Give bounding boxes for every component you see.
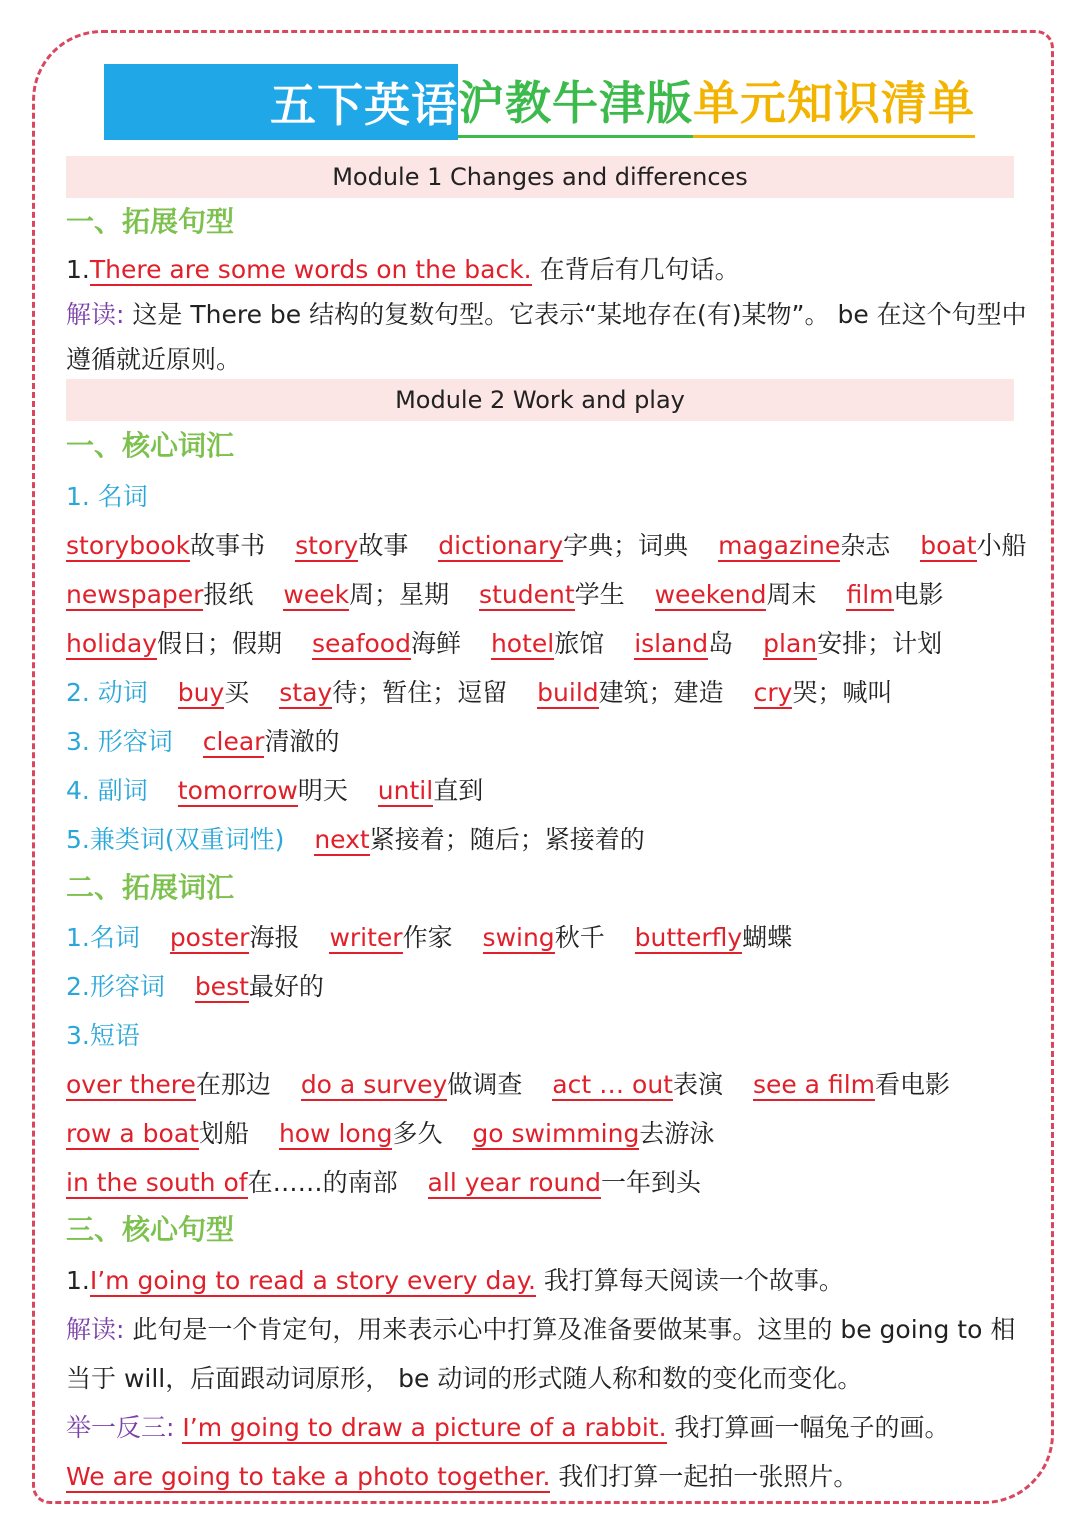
phrase: do a survey (300, 1070, 448, 1099)
vocab-word: newspaper (66, 580, 204, 609)
phrase: act … out (552, 1070, 673, 1099)
vocab-meaning: 杂志 (840, 531, 891, 560)
vocab-meaning: 紧接着；随后；紧接着的 (369, 825, 645, 854)
vocab-word: week (283, 580, 350, 609)
module1-note-cont: 遵循就近原则。 (66, 345, 242, 374)
example-chinese: 我们打算一起拍一张照片。 (558, 1462, 859, 1491)
vocab-word: until (377, 776, 434, 805)
vocab-word: film (846, 580, 894, 609)
module1-header: Module 1 Changes and differences (66, 156, 1014, 198)
vocab-meaning: 安排；计划 (817, 629, 943, 658)
vocab-meaning: 小船 (976, 531, 1027, 560)
example-label: 举一反三: (66, 1413, 175, 1442)
vocab-word: holiday (66, 629, 158, 658)
vocab-word: stay (279, 678, 333, 707)
vocab-meaning: 秋千 (554, 923, 605, 952)
vocab-word: story (295, 531, 359, 560)
module1-sentence (66, 253, 1018, 287)
title-part1: 五下英语 (270, 78, 458, 132)
vocab-meaning: 周末 (766, 580, 817, 609)
vocab-meaning: 海鲜 (410, 629, 461, 658)
phrase: how long (278, 1119, 393, 1148)
example-chinese: 我打算画一幅兔子的画。 (674, 1413, 950, 1442)
vocab-word: clear (202, 727, 265, 756)
vocab-word: tomorrow (177, 776, 298, 805)
vocab-meaning: 建筑；建造 (598, 678, 724, 707)
vocab-word: dictionary (438, 531, 564, 560)
phrase: over there (66, 1070, 196, 1099)
ext-nouns-label: 1.名词 (66, 923, 140, 952)
vocab-meaning: 最好的 (248, 972, 324, 1001)
vocab-word: best (194, 972, 249, 1001)
phrase: see a film (752, 1070, 875, 1099)
phrase-meaning: 在……的南部 (247, 1168, 398, 1197)
note-label: 解读: (66, 300, 125, 329)
ext-nouns-row (66, 921, 1018, 955)
sentence-chinese: 在背后有几句话。 (539, 255, 740, 284)
vocab-word: weekend (654, 580, 767, 609)
nouns-label: 1. 名词 (66, 482, 148, 511)
vocab-word: seafood (311, 629, 411, 658)
phrase-meaning: 表演 (672, 1070, 723, 1099)
module1-section-title: 一、拓展句型 (66, 205, 235, 238)
vocab-meaning: 买 (224, 678, 250, 707)
vocab-word: hotel (490, 629, 555, 658)
vocab-row (66, 529, 1027, 563)
vocab-meaning: 故事书 (190, 531, 266, 560)
verbs-label: 2. 动词 (66, 678, 148, 707)
phrase-meaning: 做调查 (447, 1070, 523, 1099)
example-english: I’m going to draw a picture of a rabbit. (182, 1413, 667, 1442)
vocab-meaning: 学生 (574, 580, 625, 609)
note-text: 这是 There be 结构的复数句型。它表示“某地存在(有)某物”。 be 在这个句型中 (132, 300, 1027, 329)
vocab-meaning: 哭；喊叫 (792, 678, 893, 707)
phrase: all year round (427, 1168, 602, 1197)
sentence-english: There are some words on the back. (89, 255, 532, 284)
module1-note (66, 298, 1027, 332)
phrase-meaning: 看电影 (875, 1070, 951, 1099)
verbs-row (66, 676, 1018, 710)
phrase-meaning: 一年到头 (601, 1168, 702, 1197)
vocab-word: next (314, 825, 370, 854)
vocab-word: swing (482, 923, 555, 952)
multi-row (66, 823, 1018, 857)
adv-row (66, 774, 1018, 808)
vocab-word: cry (753, 678, 793, 707)
example-english: We are going to take a photo together. (66, 1462, 551, 1491)
example-row (66, 1411, 1018, 1445)
module2-sentence (66, 1264, 1018, 1298)
note-label: 解读: (66, 1315, 125, 1344)
vocab-meaning: 直到 (433, 776, 484, 805)
ext-adj-label: 2.形容词 (66, 972, 165, 1001)
page-title (104, 64, 984, 140)
vocab-word: boat (920, 531, 977, 560)
adj-row (66, 725, 1018, 759)
vocab-meaning: 故事 (358, 531, 409, 560)
phrase-meaning: 多久 (392, 1119, 443, 1148)
vocab-word: butterfly (634, 923, 743, 952)
phrase: in the south of (66, 1168, 248, 1197)
example-row (66, 1460, 1018, 1494)
vocab-meaning: 作家 (402, 923, 453, 952)
vocab-word: island (634, 629, 709, 658)
title-part3: 单元知识清单 (693, 67, 975, 138)
sentence-chinese: 我打算每天阅读一个故事。 (543, 1266, 844, 1295)
sentence-english: I’m going to read a story every day. (89, 1266, 536, 1295)
vocab-word: build (537, 678, 599, 707)
vocab-meaning: 清澈的 (264, 727, 340, 756)
module2-section2-title: 二、拓展词汇 (66, 871, 235, 904)
module2-note (66, 1313, 1018, 1347)
vocab-meaning: 字典；词典 (563, 531, 689, 560)
vocab-meaning: 待；暂住；逗留 (332, 678, 508, 707)
vocab-meaning: 电影 (893, 580, 944, 609)
phrase-row (66, 1166, 1018, 1200)
phrase: go swimming (472, 1119, 640, 1148)
ext-adj-row (66, 970, 1018, 1004)
title-part2: 沪教牛津版 (458, 67, 693, 138)
vocab-word: poster (169, 923, 250, 952)
module2-section3-title: 三、核心句型 (66, 1213, 235, 1246)
vocab-meaning: 蝴蝶 (742, 923, 793, 952)
module2-header: Module 2 Work and play (66, 379, 1014, 421)
vocab-meaning: 海报 (249, 923, 300, 952)
vocab-meaning: 明天 (297, 776, 348, 805)
vocab-meaning: 报纸 (203, 580, 254, 609)
phrase-row (66, 1068, 1018, 1102)
phrases-label: 3.短语 (66, 1021, 140, 1050)
note-text: 此句是一个肯定句，用来表示心中打算及准备要做某事。这里的 be going to 相 (132, 1315, 1016, 1344)
phrase: row a boat (66, 1119, 199, 1148)
phrase-meaning: 划船 (198, 1119, 249, 1148)
phrase-meaning: 去游泳 (639, 1119, 715, 1148)
vocab-word: writer (329, 923, 403, 952)
vocab-word: student (479, 580, 575, 609)
vocab-meaning: 假日；假期 (157, 629, 283, 658)
phrase-row (66, 1117, 1018, 1151)
phrase-meaning: 在那边 (195, 1070, 271, 1099)
adj-label: 3. 形容词 (66, 727, 173, 756)
vocab-word: magazine (718, 531, 841, 560)
sentence-number: 1. (66, 1266, 90, 1295)
sentence-number: 1. (66, 255, 90, 284)
vocab-row (66, 627, 1018, 661)
adv-label: 4. 副词 (66, 776, 148, 805)
vocab-meaning: 周；星期 (349, 580, 450, 609)
multi-label: 5.兼类词(双重词性) (66, 825, 285, 854)
vocab-word: buy (177, 678, 225, 707)
module2-note-cont: 当于 will，后面跟动词原形， be 动词的形式随人称和数的变化而变化。 (66, 1364, 863, 1393)
module2-section1-title: 一、核心词汇 (66, 429, 235, 462)
vocab-word: plan (763, 629, 818, 658)
vocab-word: storybook (66, 531, 191, 560)
vocab-row (66, 578, 1018, 612)
vocab-meaning: 旅馆 (554, 629, 605, 658)
vocab-meaning: 岛 (708, 629, 734, 658)
